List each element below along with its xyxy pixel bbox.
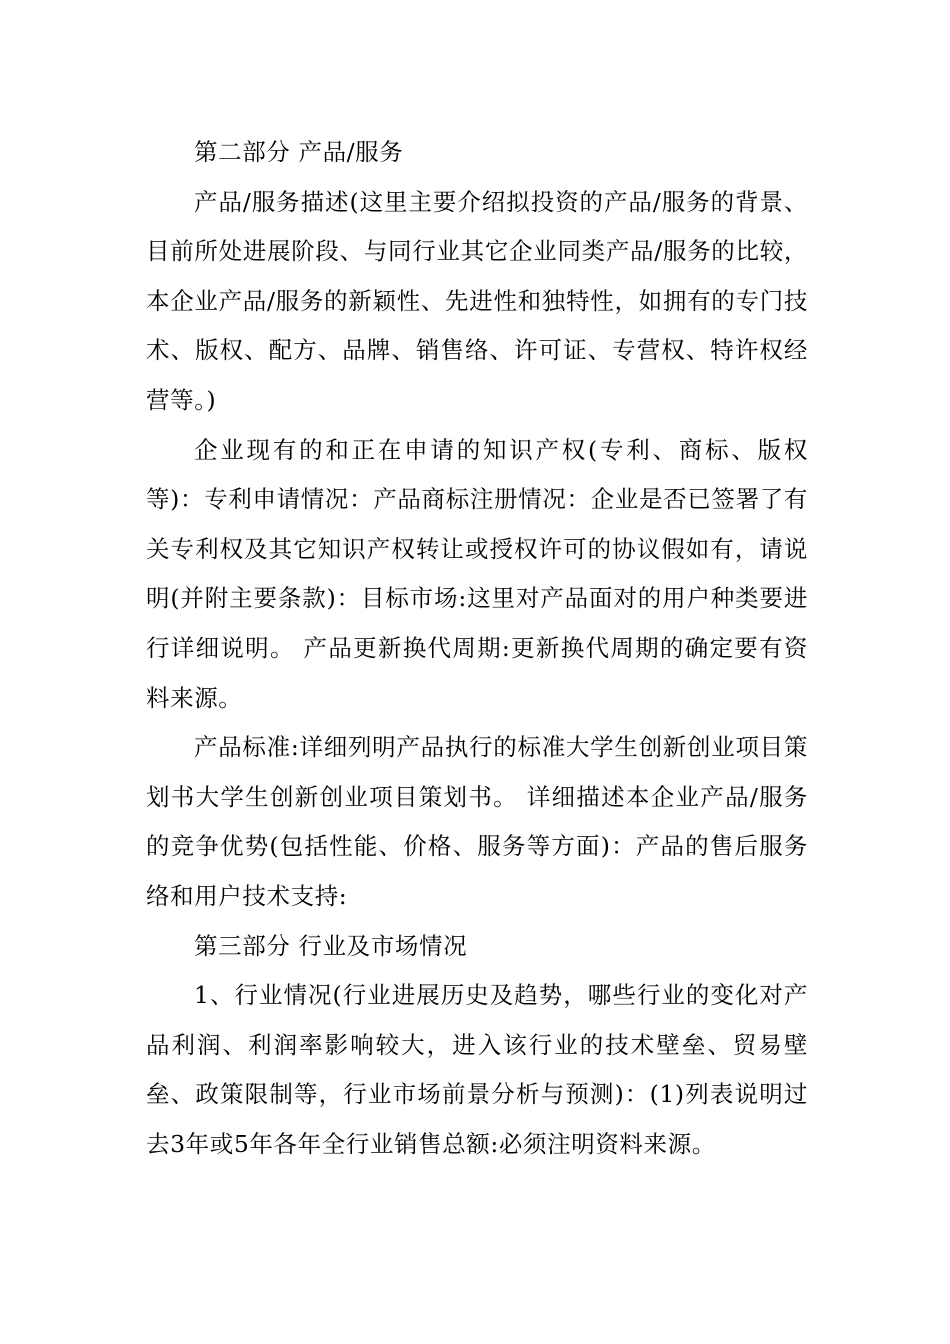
section-heading-part-two: 第二部分 产品/服务 xyxy=(194,138,404,166)
paragraph-intellectual-property: 企业现有的和正在申请的知识产权(专利、商标、版权等)：专利申请情况：产品商标注册情况：企业是否已签署了有关专利权及其它知识产权转让或授权许可的协议假如有，请说明(并附主要条款)：目标市场:这里对产品面对的用户种类要进行详细说明。 产品更新换代周期:更新换代周期的确定要有资料来源。 xyxy=(146,435,808,712)
section-heading-part-three: 第三部分 行业及市场情况 xyxy=(194,931,468,960)
paragraph-industry-situation: 1、行业情况(行业进展历史及趋势，哪些行业的变化对产品利润、利润率影响较大，进入该行业的技术壁垒、贸易壁垒、政策限制等，行业市场前景分析与预测)：(1)列表说明过去3年或5年各年全行业销售总额:必须注明资料来源。 xyxy=(146,981,808,1158)
paragraph-product-description: 产品/服务描述(这里主要介绍拟投资的产品/服务的背景、目前所处进展阶段、与同行业其它企业同类产品/服务的比较，本企业产品/服务的新颖性、先进性和独特性，如拥有的专门技术、版权、配方、品牌、销售络、许可证、专营权、特许权经营等。) xyxy=(146,187,808,414)
paragraph-product-standard: 产品标准:详细列明产品执行的标准大学生创新创业项目策划书大学生创新创业项目策划书。 详细描述本企业产品/服务的竞争优势(包括性能、价格、服务等方面)：产品的售后服务络和用户技术支持: xyxy=(146,733,808,910)
document-body xyxy=(146,128,808,1169)
